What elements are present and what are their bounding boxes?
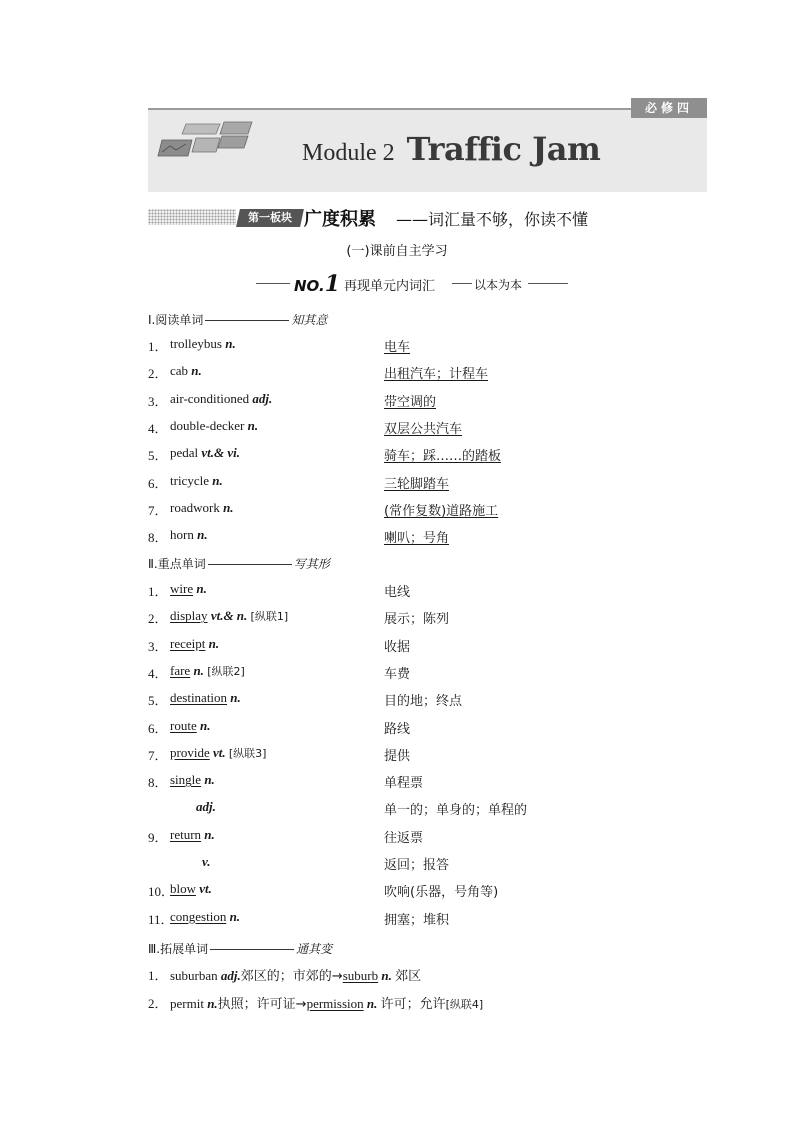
part-of-speech: n. — [207, 995, 218, 1011]
base-meaning: 郊区的；市郊的→ — [240, 969, 343, 984]
item-meaning: 拥塞；堆积 — [384, 912, 450, 928]
item-word: tricycle n. — [170, 472, 223, 488]
item-word — [170, 718, 210, 734]
item-number: 4． — [148, 420, 168, 436]
divider — [256, 283, 290, 284]
list-item — [148, 993, 708, 1015]
part-of-speech: vt.& vi. — [201, 445, 241, 461]
list-item — [148, 745, 708, 767]
item-line — [170, 993, 483, 1012]
part-of-speech: vt. — [199, 881, 212, 897]
item-meaning: 单一的；单身的；单程的 — [384, 803, 528, 819]
list-item — [148, 581, 708, 603]
item-word: roadwork n. — [170, 499, 234, 515]
list-item — [148, 965, 708, 987]
part2-heading: Ⅱ.重点单词 写其形 — [148, 557, 330, 571]
cross-ref: [纵联1] — [250, 610, 289, 624]
answer-word: wire — [170, 581, 194, 596]
module-title — [302, 130, 600, 168]
item-meaning: 吹响(乐器，号角等) — [384, 885, 499, 901]
item-meaning: 带空调的 — [384, 394, 437, 410]
sub-heading: (一)课前自主学习 — [346, 244, 448, 259]
list-item — [148, 690, 708, 712]
part-of-speech: n. — [247, 417, 259, 433]
item-number: 10． — [148, 884, 175, 900]
item-meaning: 路线 — [384, 721, 411, 737]
derived-meaning: 许可；允许 — [380, 996, 446, 1012]
answer-word: receipt — [170, 635, 206, 651]
part-of-speech: n. — [197, 527, 208, 543]
list-item — [148, 527, 708, 549]
list-item — [148, 418, 708, 440]
list-item — [148, 336, 708, 358]
list-item — [148, 500, 708, 522]
item-word — [170, 772, 215, 788]
part-of-speech: n. — [193, 662, 204, 678]
item-number: 7． — [148, 747, 168, 763]
list-item — [148, 663, 708, 685]
no1-heading — [256, 271, 568, 295]
item-number: 5． — [148, 448, 168, 464]
item-word: horn n. — [170, 527, 208, 543]
answer-word: fare — [170, 662, 191, 678]
part-of-speech: n. — [229, 908, 241, 924]
base-word: permit — [170, 995, 208, 1011]
item-number: 5． — [148, 693, 168, 709]
section-badge: 第一板块 — [236, 209, 304, 227]
list-item — [148, 445, 708, 467]
item-word: trolleybus n. — [170, 336, 236, 351]
list-item — [148, 391, 708, 413]
list-item — [148, 772, 708, 794]
item-word — [170, 690, 241, 706]
part-of-speech: n. — [363, 995, 381, 1011]
divider — [452, 283, 472, 284]
part3-heading: Ⅲ.拓展单词 通其变 — [148, 942, 333, 956]
base-meaning: 执照；许可证→ — [217, 996, 307, 1012]
item-meaning: 单程票 — [384, 776, 424, 792]
part-of-speech: vt.& n. — [210, 608, 248, 624]
item-word — [170, 581, 207, 597]
part-of-speech: adj. — [252, 390, 273, 406]
item-number: 3． — [148, 393, 168, 409]
book-tag: 必修四 — [631, 98, 707, 118]
answer-word: route — [170, 717, 197, 733]
item-meaning: 返回；报答 — [384, 858, 450, 873]
answer-word: destination — [170, 690, 228, 706]
item-word: cab n. — [170, 363, 202, 379]
cross-ref: [纵联4] — [445, 997, 484, 1011]
item-number: 2． — [148, 995, 168, 1011]
list-item — [148, 827, 708, 849]
item-number: 8． — [148, 775, 168, 791]
item-number: 1． — [148, 968, 168, 983]
list-item — [148, 909, 708, 931]
item-number: 1． — [148, 584, 168, 599]
part-of-speech: n. — [223, 499, 234, 515]
part-of-speech: n. — [378, 968, 396, 983]
list-item — [148, 799, 708, 821]
item-number: 3． — [148, 638, 168, 654]
part-of-speech: n. — [208, 635, 220, 651]
list-item — [148, 608, 708, 630]
answer-word: display — [170, 608, 208, 624]
item-word — [196, 799, 216, 815]
derived-word: suburb — [342, 968, 379, 983]
dotted-decoration — [148, 209, 236, 225]
item-meaning: 收据 — [384, 639, 411, 655]
part-of-speech: n. — [230, 690, 241, 706]
cross-ref: [纵联3] — [228, 746, 267, 760]
part-of-speech: n. — [225, 336, 236, 351]
part-of-speech: n. — [191, 363, 202, 379]
base-word: suburban — [170, 968, 221, 983]
item-word — [170, 745, 266, 761]
item-number: 9． — [148, 829, 168, 845]
banner-photos-icon — [156, 120, 256, 162]
derived-meaning: 郊区 — [395, 969, 422, 984]
item-meaning: 目的地；终点 — [384, 694, 463, 710]
section-header — [148, 205, 618, 231]
item-meaning: (常作复数)道路施工 — [384, 503, 499, 519]
section-subtitle: ——词汇量不够，你读不懂 — [396, 210, 589, 229]
part-of-speech: vt. — [212, 744, 226, 760]
divider — [528, 283, 568, 284]
item-word — [170, 909, 240, 925]
list-item — [148, 363, 708, 385]
item-number: 1． — [148, 339, 168, 354]
list-item — [148, 636, 708, 658]
part1-heading: Ⅰ.阅读单词 知其意 — [148, 313, 328, 327]
item-meaning: 提供 — [384, 748, 411, 764]
list-item — [148, 473, 708, 495]
part-of-speech: n. — [196, 581, 207, 596]
part-of-speech: n. — [199, 717, 211, 733]
item-number: 6． — [148, 475, 168, 491]
item-meaning: 三轮脚踏车 — [384, 476, 450, 492]
part-of-speech: n. — [204, 772, 215, 788]
item-word — [170, 827, 215, 843]
derived-word: permission — [306, 995, 364, 1011]
item-meaning: 骑车；踩……的踏板 — [384, 449, 502, 465]
no1-title: 再现单元内词汇 — [344, 279, 436, 294]
answer-word: blow — [170, 881, 196, 897]
no1-tail: 以本为本 — [474, 278, 523, 292]
list-item — [148, 718, 708, 740]
item-word — [170, 608, 288, 624]
item-meaning: 展示；陈列 — [384, 612, 450, 628]
module-name: Traffic Jam — [406, 130, 601, 168]
part-of-speech: n. — [204, 826, 215, 842]
cross-ref: [纵联2] — [207, 664, 245, 678]
module-number: Module 2 — [302, 140, 395, 166]
item-meaning: 往返票 — [384, 830, 424, 846]
item-meaning: 车费 — [384, 666, 411, 682]
item-meaning: 电车 — [384, 340, 411, 355]
item-number: 2． — [148, 366, 168, 382]
answer-word: single — [170, 772, 202, 788]
list-item — [148, 881, 708, 903]
answer-word: return — [170, 826, 202, 842]
item-word — [170, 663, 245, 679]
item-word: pedal vt.& vi. — [170, 445, 241, 461]
item-word: double-decker n. — [170, 417, 259, 433]
item-number: 2． — [148, 611, 168, 627]
item-word — [202, 854, 211, 870]
part-of-speech: n. — [212, 472, 223, 488]
part-of-speech: adj. — [220, 968, 241, 983]
item-meaning: 电线 — [384, 585, 411, 600]
section-title: 广度积累 — [304, 209, 376, 230]
item-number: 6． — [148, 720, 168, 736]
item-meaning: 喇叭；号角 — [384, 531, 450, 547]
part-of-speech: v. — [202, 854, 211, 869]
item-number: 11． — [148, 911, 174, 927]
item-line — [170, 965, 421, 984]
no-label: NO.1 — [294, 271, 340, 297]
item-number: 4． — [148, 665, 168, 681]
item-word — [170, 881, 212, 897]
item-meaning: 双层公共汽车 — [384, 421, 463, 437]
item-number: 8． — [148, 530, 168, 546]
item-meaning: 出租汽车；计程车 — [384, 367, 489, 383]
item-number: 7． — [148, 502, 168, 518]
item-word — [170, 636, 219, 652]
answer-word: congestion — [170, 908, 227, 924]
item-word: air-conditioned adj. — [170, 390, 273, 406]
answer-word: provide — [170, 744, 210, 760]
list-item — [148, 854, 708, 876]
part-of-speech: adj. — [196, 799, 216, 815]
